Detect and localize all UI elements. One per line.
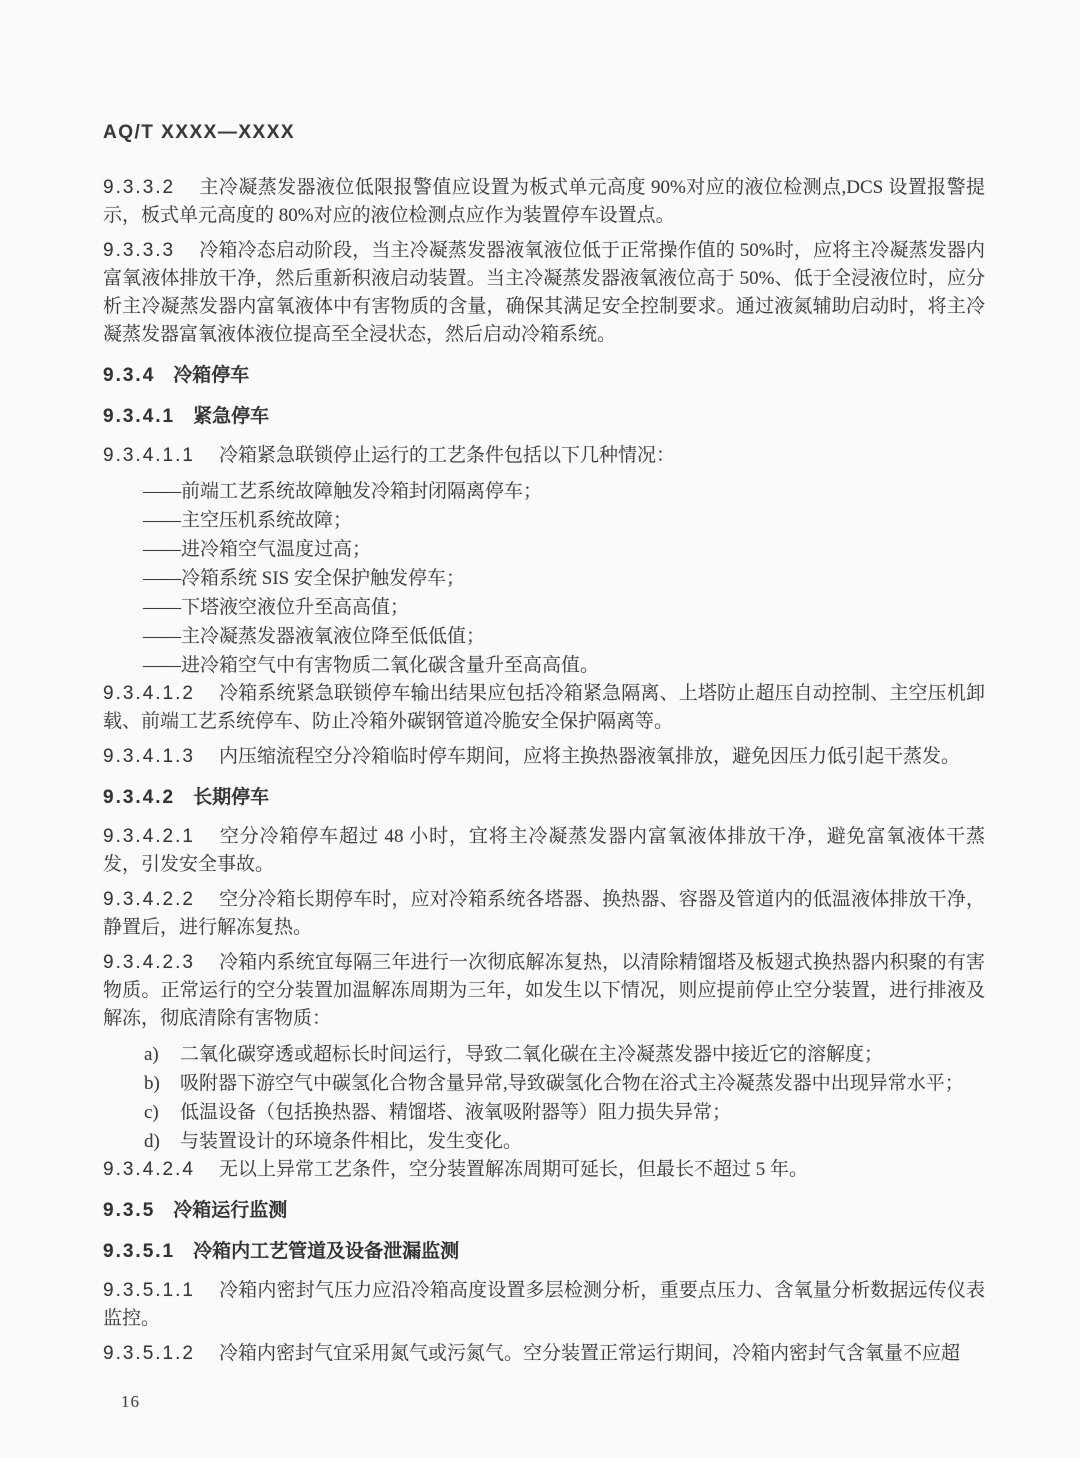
paragraph — [103, 1277, 985, 1333]
list-marker: d) — [144, 1131, 160, 1152]
block-text: 冷箱停车 — [173, 365, 250, 386]
section-number: 9.3.4.1 — [103, 406, 176, 427]
paragraph — [103, 1156, 985, 1184]
section-heading — [103, 1238, 985, 1266]
block-text: 冷箱运行监测 — [173, 1200, 288, 1221]
paragraph — [103, 949, 985, 1033]
dash-list-item — [103, 477, 985, 506]
dash-list-item — [103, 593, 985, 622]
dash-list-item — [103, 564, 985, 593]
block-text: 吸附器下游空气中碳氢化合物含量异常,导致碳氢化合物在浴式主冷凝蒸发器中出现异常水平； — [180, 1073, 964, 1094]
section-heading — [103, 362, 985, 390]
alpha-list-item — [103, 1040, 985, 1069]
block-text: 低温设备（包括换热器、精馏塔、液氧吸附器等）阻力损失异常； — [180, 1102, 732, 1123]
block-text: ——下塔液空液位升至高高值； — [143, 597, 410, 618]
paragraph — [103, 823, 985, 879]
section-number: 9.3.5.1.1 — [103, 1280, 195, 1301]
section-heading — [103, 1197, 985, 1225]
block-text: 冷箱系统紧急联锁停车输出结果应包括冷箱紧急隔离、上塔防止超压自动控制、主空压机卸载、前端工艺系统停车、防止冷箱外碳钢管道冷脆安全保护隔离等。 — [103, 683, 985, 732]
dash-list-item — [103, 535, 985, 564]
block-text: ——主空压机系统故障； — [143, 510, 353, 531]
section-number: 9.3.4.2 — [103, 787, 176, 808]
block-text: ——主冷凝蒸发器液氧液位降至低低值； — [143, 626, 486, 647]
dash-list-item — [103, 506, 985, 535]
block-text: 二氧化碳穿透或超标长时间运行，导致二氧化碳在主冷凝蒸发器中接近它的溶解度； — [180, 1044, 884, 1065]
dash-list-item — [103, 622, 985, 651]
section-number: 9.3.4.1.3 — [103, 746, 195, 767]
section-number: 9.3.4.2.3 — [103, 952, 195, 973]
block-text: 无以上异常工艺条件，空分装置解冻周期可延长，但最长不超过 5 年。 — [218, 1159, 808, 1180]
block-text: 主冷凝蒸发器液位低限报警值应设置为板式单元高度 90%对应的液位检测点,DCS 设置报警提示，板式单元高度的 80%对应的液位检测点应作为装置停车设置点。 — [103, 177, 985, 226]
section-number: 9.3.3.2 — [103, 177, 176, 198]
list-marker: a) — [144, 1044, 159, 1065]
block-text: 内压缩流程空分冷箱临时停车期间，应将主换热器液氧排放，避免因压力低引起干蒸发。 — [218, 746, 960, 767]
block-text: 冷箱内工艺管道及设备泄漏监测 — [193, 1241, 460, 1262]
paragraph — [103, 174, 985, 230]
list-marker: c) — [144, 1102, 159, 1123]
block-text: 空分冷箱停车超过 48 小时，宜将主冷凝蒸发器内富氧液体排放干净，避免富氧液体干蒸发，引发安全事故。 — [103, 826, 985, 875]
block-text: 空分冷箱长期停车时，应对冷箱系统各塔器、换热器、容器及管道内的低温液体排放干净，静置后，进行解冻复热。 — [103, 889, 985, 938]
block-text: ——进冷箱空气温度过高； — [143, 539, 372, 560]
block-text: 冷箱冷态启动阶段，当主冷凝蒸发器液氧液位低于正常操作值的 50%时，应将主冷凝蒸发器内富氧液体排放干净，然后重新积液启动装置。当主冷凝蒸发器液氧液位高于 50%、低于全浸液位时，应分析主冷凝蒸发器内富氧液体中有害物质的含量，确保其满足安全控制要求。通过液氮辅助启动时，将主冷凝蒸发器富氧液体液位提高至全浸状态，然后启动冷箱系统。 — [103, 240, 985, 345]
block-text: 长期停车 — [193, 787, 270, 808]
section-number: 9.3.5 — [103, 1200, 156, 1221]
section-heading — [103, 784, 985, 812]
alpha-list-item — [103, 1098, 985, 1127]
section-number: 9.3.4.2.4 — [103, 1159, 195, 1180]
alpha-list-item — [103, 1069, 985, 1098]
block-text: 与装置设计的环境条件相比，发生变化。 — [180, 1131, 523, 1152]
block-text: ——前端工艺系统故障触发冷箱封闭隔离停车； — [143, 481, 543, 502]
alpha-list-item — [103, 1127, 985, 1156]
block-text: 冷箱内密封气压力应沿冷箱高度设置多层检测分析，重要点压力、含氧量分析数据远传仪表监控。 — [103, 1280, 985, 1329]
paragraph — [103, 886, 985, 942]
paragraph — [103, 1340, 985, 1368]
dash-list-item — [103, 651, 985, 680]
document-content — [103, 174, 985, 1368]
document-header: AQ/T XXXX—XXXX — [103, 122, 296, 143]
block-text: 冷箱紧急联锁停止运行的工艺条件包括以下几种情况： — [218, 445, 675, 466]
block-text: 冷箱内系统宜每隔三年进行一次彻底解冻复热，以清除精馏塔及板翅式换热器内积聚的有害物质。正常运行的空分装置加温解冻周期为三年，如发生以下情况，则应提前停止空分装置，进行排液及解冻，彻底清除有害物质： — [103, 952, 985, 1029]
block-text: ——进冷箱空气中有害物质二氧化碳含量升至高高值。 — [143, 655, 600, 676]
block-text: 冷箱内密封气宜采用氮气或污氮气。空分装置正常运行期间，冷箱内密封气含氧量不应超 — [218, 1343, 960, 1364]
section-number: 9.3.5.1.2 — [103, 1343, 195, 1364]
section-number: 9.3.4.2.2 — [103, 889, 195, 910]
paragraph — [103, 743, 985, 771]
section-number: 9.3.3.3 — [103, 240, 176, 261]
page-number: 16 — [121, 1392, 140, 1411]
list-marker: b) — [144, 1073, 160, 1094]
section-number: 9.3.5.1 — [103, 1241, 176, 1262]
block-text: ——冷箱系统 SIS 安全保护触发停车； — [143, 568, 465, 589]
section-number: 9.3.4.1.1 — [103, 445, 195, 466]
paragraph — [103, 680, 985, 736]
section-heading — [103, 403, 985, 431]
section-number: 9.3.4.1.2 — [103, 683, 195, 704]
paragraph — [103, 442, 985, 470]
section-number: 9.3.4 — [103, 365, 156, 386]
section-number: 9.3.4.2.1 — [103, 826, 195, 847]
paragraph — [103, 237, 985, 349]
block-text: 紧急停车 — [193, 406, 270, 427]
